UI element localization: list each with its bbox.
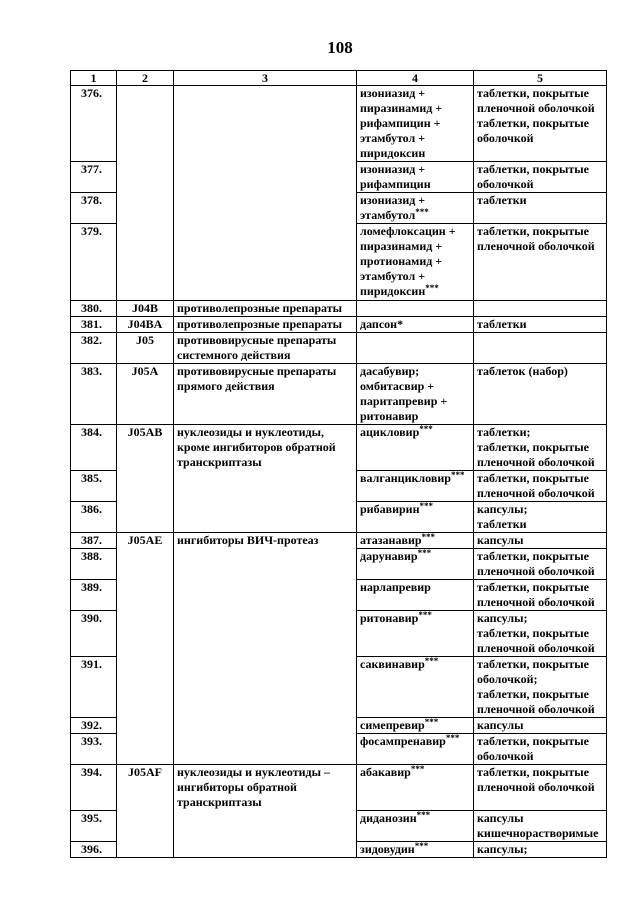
dosage-form: капсулы кишечнорастворимые	[474, 811, 607, 842]
row-number: 396.	[71, 842, 117, 858]
dosage-form: таблетки, покрытые оболочкой	[474, 162, 607, 193]
table-row	[71, 364, 607, 425]
row-number: 390.	[71, 611, 117, 657]
group-name: нуклеозиды и нуклеотиды – ингибиторы обратной транскриптазы	[174, 765, 357, 858]
dosage-form: капсулы; таблетки	[474, 502, 607, 533]
table-row	[71, 301, 607, 317]
row-number: 391.	[71, 657, 117, 718]
drug-name: валганцикловир***	[357, 471, 474, 502]
row-number: 379.	[71, 224, 117, 301]
row-number: 383.	[71, 364, 117, 425]
drug-name: рибавирин***	[357, 502, 474, 533]
row-number: 384.	[71, 425, 117, 471]
dosage-form: таблеток (набор)	[474, 364, 607, 425]
dosage-form	[474, 333, 607, 364]
drug-name	[357, 333, 474, 364]
atc-code: J04B	[117, 301, 174, 317]
drug-name: изониазид + этамбутол***	[357, 193, 474, 224]
drug-name: абакавир***	[357, 765, 474, 811]
atc-code: J05A	[117, 364, 174, 425]
drug-name: дапсон*	[357, 317, 474, 333]
table-row	[71, 533, 607, 549]
dosage-form: капсулы	[474, 533, 607, 549]
page-number: 108	[327, 38, 353, 57]
drug-name: дасабувир; омбитасвир + паритапревир + ритонавир	[357, 364, 474, 425]
drug-name: зидовудин***	[357, 842, 474, 858]
dosage-form: таблетки, покрытые пленочной оболочкой таблетки, покрытые оболочкой	[474, 86, 607, 162]
group-name-cell	[174, 86, 357, 301]
atc-code-cell	[117, 86, 174, 301]
table-row	[71, 765, 607, 811]
column-header: 3	[174, 71, 357, 86]
drug-name: изониазид + рифампицин	[357, 162, 474, 193]
medicine-table	[70, 70, 607, 858]
table-row	[71, 425, 607, 471]
header-row	[71, 71, 607, 86]
row-number: 392.	[71, 718, 117, 734]
group-name: противолепрозные препараты	[174, 301, 357, 317]
drug-name: ритонавир***	[357, 611, 474, 657]
table-row	[71, 86, 607, 162]
dosage-form: таблетки	[474, 193, 607, 224]
dosage-form: таблетки, покрытые пленочной оболочкой	[474, 549, 607, 580]
group-name: ингибиторы ВИЧ-протеаз	[174, 533, 357, 765]
group-name: нуклеозиды и нуклеотиды, кроме ингибиторов обратной транскриптазы	[174, 425, 357, 533]
group-name: противовирусные препараты системного действия	[174, 333, 357, 364]
dosage-form: таблетки, покрытые пленочной оболочкой	[474, 471, 607, 502]
row-number: 394.	[71, 765, 117, 811]
row-number: 386.	[71, 502, 117, 533]
drug-name: дарунавир***	[357, 549, 474, 580]
row-number: 376.	[71, 86, 117, 162]
column-header: 5	[474, 71, 607, 86]
group-name: противовирусные препараты прямого действия	[174, 364, 357, 425]
drug-name: ацикловир***	[357, 425, 474, 471]
dosage-form: таблетки, покрытые пленочной оболочкой	[474, 765, 607, 811]
atc-code: J05	[117, 333, 174, 364]
atc-code: J05AB	[117, 425, 174, 533]
dosage-form: таблетки, покрытые пленочной оболочкой	[474, 224, 607, 301]
row-number: 381.	[71, 317, 117, 333]
drug-name: атазанавир***	[357, 533, 474, 549]
drug-name: саквинавир***	[357, 657, 474, 718]
atc-code: J05AE	[117, 533, 174, 765]
column-header: 2	[117, 71, 174, 86]
drug-name: ломефлоксацин + пиразинамид + протионамид + этамбутол + пиридоксин***	[357, 224, 474, 301]
atc-code: J05AF	[117, 765, 174, 858]
drug-name: симепревир***	[357, 718, 474, 734]
row-number: 395.	[71, 811, 117, 842]
dosage-form: таблетки, покрытые оболочкой	[474, 734, 607, 765]
column-header: 4	[357, 71, 474, 86]
dosage-form	[474, 301, 607, 317]
row-number: 388.	[71, 549, 117, 580]
row-number: 382.	[71, 333, 117, 364]
dosage-form: таблетки, покрытые пленочной оболочкой	[474, 580, 607, 611]
column-header: 1	[71, 71, 117, 86]
row-number: 385.	[71, 471, 117, 502]
drug-name: нарлапревир	[357, 580, 474, 611]
table-row	[71, 333, 607, 364]
atc-code: J04BA	[117, 317, 174, 333]
dosage-form: капсулы	[474, 718, 607, 734]
row-number: 377.	[71, 162, 117, 193]
row-number: 378.	[71, 193, 117, 224]
dosage-form: капсулы; таблетки, покрытые пленочной оболочкой	[474, 611, 607, 657]
drug-name: изониазид + пиразинамид + рифампицин + этамбутол + пиридоксин	[357, 86, 474, 162]
row-number: 393.	[71, 734, 117, 765]
drug-name	[357, 301, 474, 317]
table-row	[71, 317, 607, 333]
dosage-form: таблетки	[474, 317, 607, 333]
drug-name: диданозин***	[357, 811, 474, 842]
dosage-form: таблетки; таблетки, покрытые пленочной оболочкой	[474, 425, 607, 471]
dosage-form: капсулы;	[474, 842, 607, 858]
group-name: противолепрозные препараты	[174, 317, 357, 333]
row-number: 387.	[71, 533, 117, 549]
row-number: 380.	[71, 301, 117, 317]
dosage-form: таблетки, покрытые оболочкой; таблетки, покрытые пленочной оболочкой	[474, 657, 607, 718]
row-number: 389.	[71, 580, 117, 611]
drug-name: фосампренавир***	[357, 734, 474, 765]
